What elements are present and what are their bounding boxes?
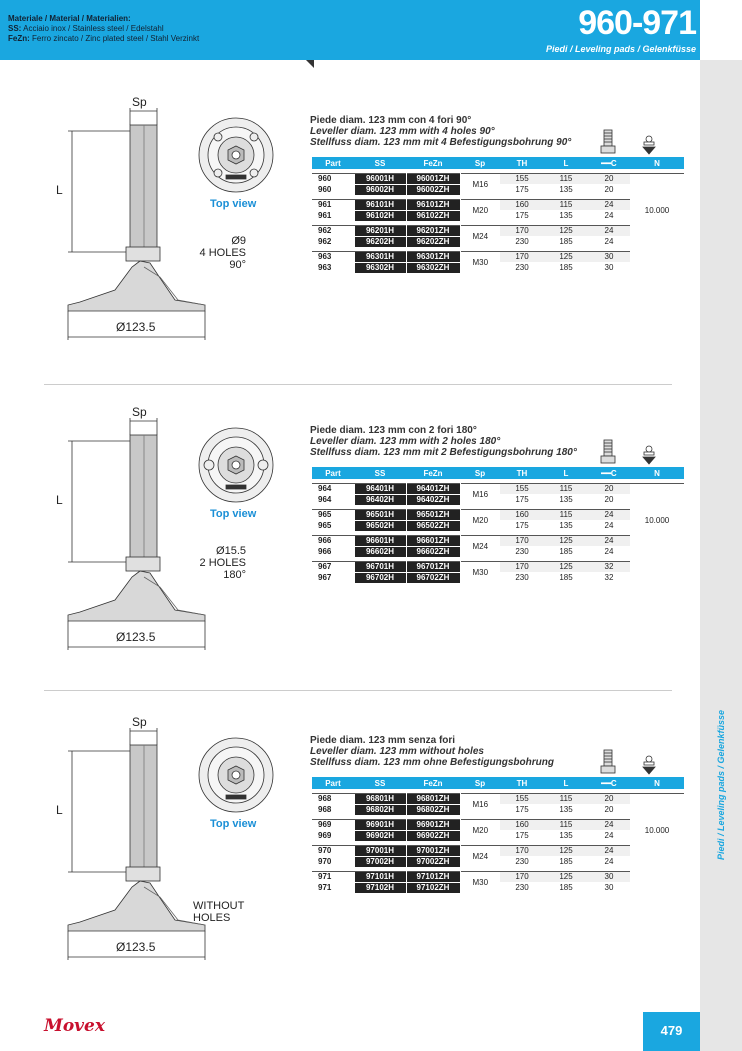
column-header: Sp xyxy=(474,468,486,478)
page-header xyxy=(0,0,700,60)
fezn-label: FeZn: xyxy=(8,34,30,43)
table-row xyxy=(312,819,684,830)
column-header: SS xyxy=(374,778,386,788)
holes-label-line: 90° xyxy=(229,259,246,271)
column-header: Part xyxy=(325,468,341,478)
holes-label-line: Ø15.5 xyxy=(216,545,246,557)
title-de: Stellfuss diam. 123 mm mit 4 Befestigungsbohrung 90° xyxy=(310,137,572,148)
part-cell: 961 xyxy=(318,211,332,220)
th-cell: 155 xyxy=(500,793,544,804)
ss-code-cell: 96301H xyxy=(354,251,406,262)
part-cell: 960 xyxy=(312,173,354,184)
ss-code-cell: 96501H xyxy=(354,509,406,520)
torque-cell: 24 xyxy=(588,819,630,830)
fezn-code-cell: 96101ZH xyxy=(406,199,460,210)
l-cell: 115 xyxy=(544,819,588,830)
part-cell: 962 xyxy=(312,225,354,236)
th-cell: 170 xyxy=(500,561,544,572)
torque-cell: 24 xyxy=(588,535,630,546)
torque-cell: 24 xyxy=(604,831,614,840)
fezn-code-cell: 96601ZH xyxy=(406,535,460,546)
top-view-label: Top view xyxy=(210,508,257,520)
sp-cell: M16 xyxy=(460,173,500,195)
product-code: 960-971 xyxy=(578,4,696,42)
ss-code-cell: 96701H xyxy=(354,561,406,572)
diameter-label: Ø123.5 xyxy=(116,940,156,954)
fezn-code-cell: 96102ZH xyxy=(406,210,460,221)
holes-label-line: 4 HOLES xyxy=(199,247,246,259)
sp-cell: M30 xyxy=(460,871,500,893)
l-cell: 125 xyxy=(544,225,588,236)
part-cell: 960 xyxy=(318,185,332,194)
side-label: Piedi / Leveling pads / Gelenkfüsse xyxy=(716,709,726,860)
column-header: N xyxy=(654,468,660,478)
column-header: TH xyxy=(516,158,528,168)
torque-cell: 24 xyxy=(604,857,614,866)
part-cell: 971 xyxy=(318,883,332,892)
holes-label xyxy=(186,235,246,271)
n-cell: 10.000 xyxy=(630,793,684,867)
fezn-code-cell: 96302ZH xyxy=(406,262,460,273)
sp-dim-label: Sp xyxy=(132,95,147,109)
torque-cell: 24 xyxy=(588,845,630,856)
l-cell: 115 xyxy=(544,199,588,210)
part-cell: 963 xyxy=(318,263,332,272)
th-cell: 230 xyxy=(515,237,529,246)
l-cell: 125 xyxy=(544,561,588,572)
torque-cell: 20 xyxy=(604,185,614,194)
part-cell: 964 xyxy=(312,483,354,494)
l-cell: 125 xyxy=(544,535,588,546)
n-cell: 10.000 xyxy=(630,173,684,247)
th-cell: 170 xyxy=(500,845,544,856)
holes-label-line: Ø9 xyxy=(231,235,246,247)
column-header: SS xyxy=(374,468,386,478)
weight-icon xyxy=(640,445,658,465)
table-row xyxy=(312,793,684,804)
fezn-code-cell: 96902ZH xyxy=(406,830,460,841)
fezn-code-cell: 96502ZH xyxy=(406,520,460,531)
product-table xyxy=(312,777,684,894)
holes-label-line: HOLES xyxy=(193,912,231,924)
l-cell: 135 xyxy=(559,211,573,220)
bolt-icon xyxy=(600,439,616,465)
product-section xyxy=(0,95,700,395)
sp-cell: M20 xyxy=(460,509,500,531)
torque-cell: 24 xyxy=(604,237,614,246)
title-en: Leveller diam. 123 mm without holes xyxy=(310,746,484,757)
torque-cell: 30 xyxy=(588,871,630,882)
l-cell: 125 xyxy=(544,251,588,262)
fezn-code-cell: 96702ZH xyxy=(406,572,460,583)
fezn-code-cell: 96402ZH xyxy=(406,494,460,505)
part-cell: 965 xyxy=(312,509,354,520)
ss-code-cell: 96902H xyxy=(354,830,406,841)
column-header: TH xyxy=(516,778,528,788)
length-dim-label: L xyxy=(56,803,63,817)
bolt-icon xyxy=(600,129,616,155)
l-cell: 135 xyxy=(559,521,573,530)
part-cell: 970 xyxy=(318,857,332,866)
ss-code-cell: 97002H xyxy=(354,856,406,867)
ss-code-cell: 96601H xyxy=(354,535,406,546)
title-de: Stellfuss diam. 123 mm ohne Befestigungsbohrung xyxy=(310,757,554,768)
wrench-icon: ━━C xyxy=(601,778,617,788)
wrench-icon: ━━C xyxy=(601,468,617,478)
part-cell: 966 xyxy=(318,547,332,556)
table-row xyxy=(312,509,684,520)
product-table xyxy=(312,157,684,274)
bolt-icon xyxy=(600,749,616,775)
fezn-code-cell: 96802ZH xyxy=(406,804,460,815)
fezn-code-cell: 97101ZH xyxy=(406,871,460,882)
l-cell: 135 xyxy=(559,831,573,840)
ss-code-cell: 96202H xyxy=(354,236,406,247)
length-dim-label: L xyxy=(56,493,63,507)
th-cell: 155 xyxy=(500,173,544,184)
sp-cell: M30 xyxy=(460,251,500,273)
fezn-line: Ferro zincato / Zinc plated steel / Stahl Verzinkt xyxy=(32,34,200,43)
section-titles xyxy=(310,425,577,458)
fezn-code-cell: 96401ZH xyxy=(406,483,460,494)
torque-cell: 24 xyxy=(604,547,614,556)
table-row xyxy=(312,871,684,882)
column-header: FeZn xyxy=(423,158,443,168)
title-de: Stellfuss diam. 123 mm mit 2 Befestigungsbohrung 180° xyxy=(310,447,577,458)
holes-label xyxy=(186,545,246,581)
ss-code-cell: 96502H xyxy=(354,520,406,531)
l-cell: 115 xyxy=(544,483,588,494)
th-cell: 230 xyxy=(515,263,529,272)
sp-dim-label: Sp xyxy=(132,715,147,729)
part-cell: 969 xyxy=(318,831,332,840)
th-cell: 175 xyxy=(515,805,529,814)
l-cell: 115 xyxy=(544,793,588,804)
th-cell: 155 xyxy=(500,483,544,494)
sp-dim-label: Sp xyxy=(132,405,147,419)
ss-code-cell: 97001H xyxy=(354,845,406,856)
movex-logo: Movex xyxy=(44,1016,105,1036)
product-section xyxy=(0,715,700,1015)
torque-cell: 30 xyxy=(604,263,614,272)
column-header: L xyxy=(563,468,569,478)
ss-code-cell: 96201H xyxy=(354,225,406,236)
header-subtitle: Piedi / Leveling pads / Gelenkfüsse xyxy=(545,44,696,54)
torque-cell: 20 xyxy=(588,483,630,494)
ss-code-cell: 97101H xyxy=(354,871,406,882)
title-it: Piede diam. 123 mm con 2 fori 180° xyxy=(310,425,477,436)
length-dim-label: L xyxy=(56,183,63,197)
top-view-label: Top view xyxy=(210,198,257,210)
torque-cell: 20 xyxy=(588,173,630,184)
ss-code-cell: 96901H xyxy=(354,819,406,830)
table-header xyxy=(312,777,684,789)
fezn-code-cell: 97102ZH xyxy=(406,882,460,893)
ss-code-cell: 96802H xyxy=(354,804,406,815)
column-header: L xyxy=(563,778,569,788)
fezn-code-cell: 96002ZH xyxy=(406,184,460,195)
th-cell: 175 xyxy=(515,831,529,840)
part-cell: 970 xyxy=(312,845,354,856)
sp-cell: M20 xyxy=(460,199,500,221)
sp-cell: M20 xyxy=(460,819,500,841)
l-cell: 185 xyxy=(559,573,573,582)
th-cell: 175 xyxy=(515,521,529,530)
th-cell: 160 xyxy=(500,509,544,520)
section-titles xyxy=(310,115,571,148)
th-cell: 170 xyxy=(500,535,544,546)
l-cell: 185 xyxy=(559,263,573,272)
th-cell: 160 xyxy=(500,819,544,830)
top-view-drawing xyxy=(196,425,276,505)
fezn-code-cell: 96301ZH xyxy=(406,251,460,262)
th-cell: 170 xyxy=(500,871,544,882)
top-view-drawing xyxy=(196,115,276,195)
fezn-code-cell: 97001ZH xyxy=(406,845,460,856)
th-cell: 170 xyxy=(500,225,544,236)
l-cell: 125 xyxy=(544,845,588,856)
column-header: Sp xyxy=(474,778,486,788)
title-en: Leveller diam. 123 mm with 2 holes 180° xyxy=(310,436,501,447)
materials-title: Materiale / Material / Materialien: xyxy=(8,14,131,23)
sp-cell: M16 xyxy=(460,483,500,505)
fezn-code-cell: 96501ZH xyxy=(406,509,460,520)
torque-cell: 24 xyxy=(588,225,630,236)
column-header: N xyxy=(654,778,660,788)
torque-cell: 20 xyxy=(604,805,614,814)
torque-cell: 30 xyxy=(604,883,614,892)
column-header: TH xyxy=(516,468,528,478)
diameter-label: Ø123.5 xyxy=(116,320,156,334)
fezn-code-cell: 96202ZH xyxy=(406,236,460,247)
table-row xyxy=(312,483,684,494)
th-cell: 230 xyxy=(515,573,529,582)
column-header: Sp xyxy=(474,158,486,168)
column-header: Part xyxy=(325,158,341,168)
th-cell: 175 xyxy=(515,211,529,220)
th-cell: 230 xyxy=(515,547,529,556)
l-cell: 135 xyxy=(559,185,573,194)
ss-label: SS: xyxy=(8,24,22,33)
column-header: N xyxy=(654,158,660,168)
ss-code-cell: 96101H xyxy=(354,199,406,210)
part-cell: 964 xyxy=(318,495,332,504)
column-header: L xyxy=(563,158,569,168)
ss-code-cell: 96002H xyxy=(354,184,406,195)
ss-line: Acciaio inox / Stainless steel / Edelstahl xyxy=(23,24,164,33)
part-cell: 962 xyxy=(318,237,332,246)
sp-cell: M24 xyxy=(460,535,500,557)
table-row xyxy=(312,251,684,262)
torque-cell: 32 xyxy=(588,561,630,572)
holes-label-line: WITHOUT xyxy=(193,900,245,912)
column-header: Part xyxy=(325,778,341,788)
materials-block xyxy=(8,14,199,44)
th-cell: 230 xyxy=(515,883,529,892)
ss-code-cell: 96302H xyxy=(354,262,406,273)
diameter-label: Ø123.5 xyxy=(116,630,156,644)
fezn-code-cell: 96701ZH xyxy=(406,561,460,572)
torque-cell: 30 xyxy=(588,251,630,262)
th-cell: 175 xyxy=(515,495,529,504)
part-cell: 961 xyxy=(312,199,354,210)
torque-cell: 20 xyxy=(588,793,630,804)
l-cell: 135 xyxy=(559,805,573,814)
table-row xyxy=(312,845,684,856)
l-cell: 185 xyxy=(559,857,573,866)
ss-code-cell: 96401H xyxy=(354,483,406,494)
l-cell: 135 xyxy=(559,495,573,504)
torque-cell: 24 xyxy=(588,509,630,520)
side-band xyxy=(700,60,742,1051)
title-en: Leveller diam. 123 mm with 4 holes 90° xyxy=(310,126,495,137)
header-corner xyxy=(306,60,314,68)
column-header: FeZn xyxy=(423,468,443,478)
holes-label xyxy=(193,900,253,924)
ss-code-cell: 96402H xyxy=(354,494,406,505)
product-section xyxy=(0,405,700,705)
fezn-code-cell: 96201ZH xyxy=(406,225,460,236)
th-cell: 230 xyxy=(515,857,529,866)
l-cell: 125 xyxy=(544,871,588,882)
part-cell: 967 xyxy=(318,573,332,582)
torque-cell: 20 xyxy=(604,495,614,504)
table-header xyxy=(312,467,684,479)
fezn-code-cell: 97002ZH xyxy=(406,856,460,867)
l-cell: 185 xyxy=(559,547,573,556)
top-view-label: Top view xyxy=(210,818,257,830)
l-cell: 185 xyxy=(559,237,573,246)
l-cell: 115 xyxy=(544,509,588,520)
weight-icon xyxy=(640,755,658,775)
sp-cell: M30 xyxy=(460,561,500,583)
column-header: SS xyxy=(374,158,386,168)
fezn-code-cell: 96801ZH xyxy=(406,793,460,804)
sp-cell: M24 xyxy=(460,225,500,247)
n-cell: 10.000 xyxy=(630,483,684,557)
sp-cell: M16 xyxy=(460,793,500,815)
top-view-drawing xyxy=(196,735,276,815)
page-number: 479 xyxy=(643,1012,700,1051)
wrench-icon: ━━C xyxy=(601,158,617,168)
table-row xyxy=(312,225,684,236)
l-cell: 115 xyxy=(544,173,588,184)
part-cell: 965 xyxy=(318,521,332,530)
torque-cell: 24 xyxy=(588,199,630,210)
ss-code-cell: 96001H xyxy=(354,173,406,184)
part-cell: 968 xyxy=(312,793,354,804)
ss-code-cell: 96602H xyxy=(354,546,406,557)
part-cell: 969 xyxy=(312,819,354,830)
th-cell: 170 xyxy=(500,251,544,262)
product-table xyxy=(312,467,684,584)
weight-icon xyxy=(640,135,658,155)
holes-label-line: 2 HOLES xyxy=(199,557,246,569)
torque-cell: 24 xyxy=(604,211,614,220)
part-cell: 968 xyxy=(318,805,332,814)
title-it: Piede diam. 123 mm senza fori xyxy=(310,735,456,746)
fezn-code-cell: 96901ZH xyxy=(406,819,460,830)
sp-cell: M24 xyxy=(460,845,500,867)
title-it: Piede diam. 123 mm con 4 fori 90° xyxy=(310,115,472,126)
part-cell: 966 xyxy=(312,535,354,546)
th-cell: 175 xyxy=(515,185,529,194)
ss-code-cell: 96702H xyxy=(354,572,406,583)
holes-label-line: 180° xyxy=(223,569,246,581)
ss-code-cell: 97102H xyxy=(354,882,406,893)
torque-cell: 32 xyxy=(604,573,614,582)
column-header: FeZn xyxy=(423,778,443,788)
table-row xyxy=(312,173,684,184)
ss-code-cell: 96102H xyxy=(354,210,406,221)
part-cell: 967 xyxy=(312,561,354,572)
torque-cell: 24 xyxy=(604,521,614,530)
ss-code-cell: 96801H xyxy=(354,793,406,804)
table-row xyxy=(312,561,684,572)
table-row xyxy=(312,535,684,546)
table-row xyxy=(312,199,684,210)
fezn-code-cell: 96001ZH xyxy=(406,173,460,184)
table-header xyxy=(312,157,684,169)
l-cell: 185 xyxy=(559,883,573,892)
part-cell: 971 xyxy=(312,871,354,882)
th-cell: 160 xyxy=(500,199,544,210)
fezn-code-cell: 96602ZH xyxy=(406,546,460,557)
section-titles xyxy=(310,735,554,768)
part-cell: 963 xyxy=(312,251,354,262)
